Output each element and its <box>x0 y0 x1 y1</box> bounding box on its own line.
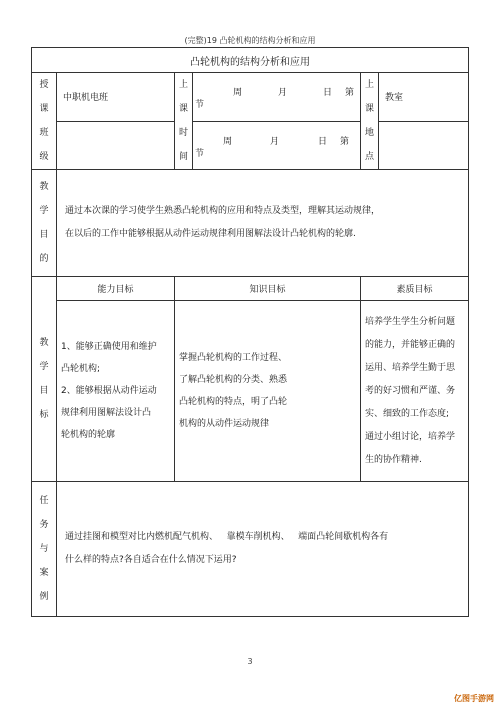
tasks-cases-text: 通过挂图和模型对比内燃机配气机构、 靠模车削机构、 端面凸轮间歇机构各有 什么样的特点?各自适合在什么情况下运用? <box>57 482 469 617</box>
label-teaching-goals: 教 学 目 标 <box>32 277 57 482</box>
label-teaching-purpose: 教 学 目 的 <box>32 170 57 277</box>
schedule-row-2: 周 月 日 第 节 <box>193 121 361 170</box>
label-tasks-cases: 任 务 与 案 例 <box>32 482 57 617</box>
quality-goal-text: 培养学生学生分析问题 的能力，并能够正确的 运用、培养学生勤于思 考的好习惯和严谨、务 实、细致的工作态度; 通过小组讨论，培养学 生的协作精神. <box>361 301 469 482</box>
class-name-empty <box>57 121 175 170</box>
label-class-name: 授 课 班 级 <box>32 73 57 170</box>
lesson-plan-table <box>31 47 469 617</box>
label-class-time: 上 课 时 间 <box>175 73 193 170</box>
header-ability-goal: 能力目标 <box>57 277 175 301</box>
header-quality-goal: 素质目标 <box>361 277 469 301</box>
ability-goal-text: 1、能够正确使用和维护 凸轮机构; 2、能够根据从动件运动 规律利用图解法设计凸 轮机构的轮廓 <box>57 301 175 482</box>
classroom-empty <box>379 121 469 170</box>
classroom-value: 教室 <box>379 73 469 122</box>
teaching-purpose-text: 通过本次课的学习使学生熟悉凸轮机构的应用和特点及类型，理解其运动规律， 在以后的工作中能够根据从动件运动规律利用图解法设计凸轮机构的轮廓. <box>57 170 469 277</box>
document-header: (完整)19 凸轮机构的结构分析和应用 <box>184 36 316 45</box>
page-number: 3 <box>247 657 253 666</box>
knowledge-goal-text: 掌握凸轮机构的工作过程、 了解凸轮机构的分类、熟悉 凸轮机构的特点，明了凸轮 机构的从动件运动规律 <box>175 301 361 482</box>
header-knowledge-goal: 知识目标 <box>175 277 361 301</box>
site-watermark: 亿图手游网 <box>454 694 494 703</box>
class-name-value: 中职机电班 <box>57 73 175 122</box>
label-class-place: 上 课 地 点 <box>361 73 379 170</box>
schedule-row-1: 周 月 日 第 节 <box>193 73 361 122</box>
table-title: 凸轮机构的结构分析和应用 <box>32 48 469 73</box>
